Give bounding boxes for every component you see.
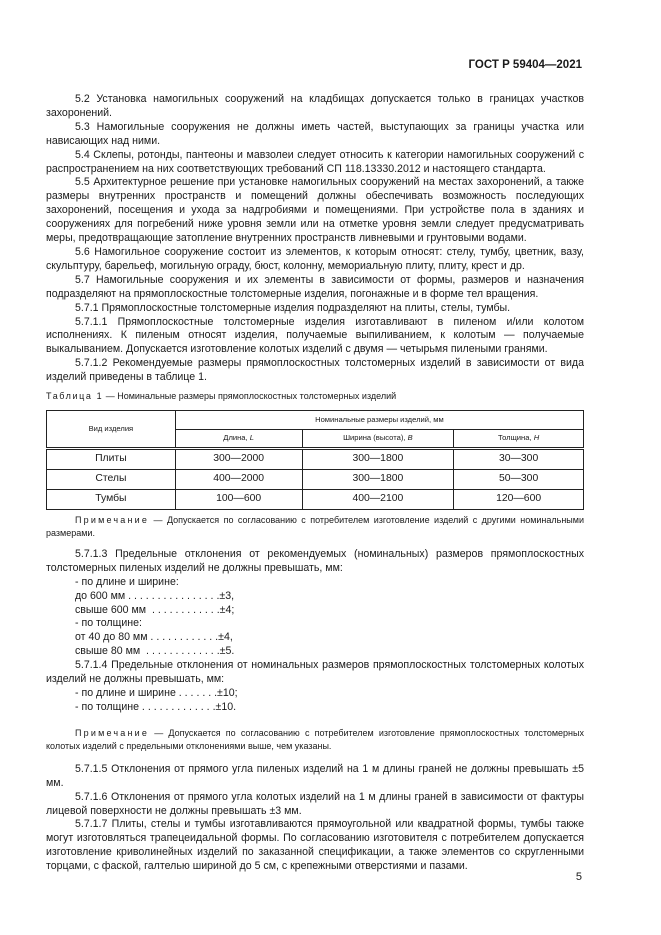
paragraph-5-4: 5.4 Склепы, ротонды, пантеоны и мавзолеи следует относить к категории намогильных сооружений с распространением на них соответствующих требований СП 118.13330.2012 и настоящего стандарта.: [46, 148, 584, 175]
paragraph-5-7-1-1: 5.7.1.1 Прямоплоскостные толстомерные изделия изготавливают в пиленом и/или колотом исполнениях. К пиленым относят изделия, получаемые выпиливанием, к колотым — получаемые выкалыванием. Допускается изготовление колотых изделий с двумя — четырьмя пилеными гранями.: [46, 315, 584, 356]
header-nominal-sizes: Номинальные размеры изделий, мм: [175, 410, 583, 429]
cell-thickness: 50—300: [454, 469, 584, 489]
tolerance-line: свыше 600 мм . . . . . . . . . . . .±4;: [75, 603, 235, 616]
nominal-sizes-table: [46, 410, 584, 510]
paragraph-5-7-1-7: 5.7.1.7 Плиты, стелы и тумбы изготавливаются прямоугольной или квадратной формы, тумбы также могут изготовляться трапецеидальной формы. По согласованию изготовителя с потребителем допускается изготовление криволинейных изделий по заказанной спецификации, а также элементов со скругленными торцами, с фаской, галтелью шириной до 5 см, с крепежными отверстиями и пазами.: [46, 818, 584, 873]
tolerance-line: - по толщине . . . . . . . . . . . . .±10.: [75, 700, 237, 713]
header-width: [302, 429, 454, 448]
table-row: [47, 469, 584, 489]
tolerance-line: - по длине и ширине:: [75, 575, 179, 588]
header-length: [175, 429, 302, 448]
paragraph-5-5: 5.5 Архитектурное решение при установке намогильных сооружений на местах захоронений, а также размеры внутренних пространств и помещений должны обеспечивать возможность последующих захоронений, посещения и ухода за надгробиями и помещениями. При устройстве пола в зданиях и сооружениях для погребений ниже уровня земли или на отметке уровня земли следует предусматривать меры, предотвращающие затопление внутренних пространств ливневыми и грунтовыми водами.: [46, 176, 584, 245]
paragraph-5-7-1-2: 5.7.1.2 Рекомендуемые размеры прямоплоскостных толстомерных изделий в зависимости от вида изделий приведены в таблице 1.: [46, 357, 584, 384]
spacer: [46, 715, 584, 723]
tolerance-line: - по толщине:: [75, 617, 142, 630]
tolerance-note: [46, 727, 584, 753]
header-item-type: Вид изделия: [47, 410, 176, 448]
table-caption-label: Таблица 1: [46, 391, 104, 402]
tolerance-line: от 40 до 80 мм . . . . . . . . . . . .±4,: [75, 631, 233, 644]
paragraph-5-6: 5.6 Намогильное сооружение состоит из элементов, к которым относят: стелу, тумбу, цветник, вазу, скульптуру, барельеф, могильную ограду, бюст, колонну, мемориальную плиту, плиту, крест и др.: [46, 245, 584, 272]
paragraph-5-7-1-6: 5.7.1.6 Отклонения от прямого угла колотых изделий на 1 м длины граней в зависимости от фактуры лицевой поверхности не должны превышать ±3 мм.: [46, 790, 584, 817]
table-row: [47, 448, 584, 469]
note-label: Примечание: [75, 727, 150, 738]
paragraph-5-7-1-5: 5.7.1.5 Отклонения от прямого угла пиленых изделий на 1 м длины граней не должны превышать ±5 мм.: [46, 762, 584, 789]
header-thickness-label: Толщина,: [498, 433, 534, 443]
cell-width: 300—1800: [302, 448, 454, 469]
paragraph-5-2: 5.2 Установка намогильных сооружений на кладбищах допускается только в границах участков захоронений.: [46, 93, 584, 119]
standard-code: ГОСТ Р 59404—2021: [468, 59, 582, 71]
cell-thickness: 120—600: [454, 489, 584, 509]
paragraph-5-7: 5.7 Намогильные сооружения и их элементы в зависимости от формы, размеров и назначения подразделяют на прямоплоскостные толстомерные изделия, погонажные и в форме тел вращения.: [46, 273, 584, 300]
paragraph-5-7-1-3: 5.7.1.3 Предельные отклонения от рекомендуемых (номинальных) размеров прямоплоскостных толстомерных пиленых изделий не должны превышать, мм:: [46, 547, 584, 574]
cell-thickness: 30—300: [454, 448, 584, 469]
table-caption-text: — Номинальные размеры прямоплоскостных толстомерных изделий: [103, 391, 397, 402]
table-caption: [46, 390, 584, 404]
cell-item: Стелы: [47, 469, 176, 489]
document-body: [46, 93, 584, 874]
spacer: [46, 540, 584, 548]
cell-length: 400—2000: [175, 469, 302, 489]
paragraph-5-7-1-4: 5.7.1.4 Предельные отклонения от номинальных размеров прямоплоскостных толстомерных колотых изделий не должны превышать, мм:: [46, 659, 584, 686]
cell-item: Тумбы: [47, 489, 176, 509]
note-label: Примечание: [75, 514, 150, 525]
spacer: [46, 753, 584, 763]
cell-length: 100—600: [175, 489, 302, 509]
table-header-row-1: [47, 410, 584, 429]
header-thickness-symbol: H: [533, 433, 540, 443]
paragraph-5-7-1: 5.7.1 Прямоплоскостные толстомерные изделия подразделяют на плиты, стелы, тумбы.: [75, 301, 511, 314]
cell-length: 300—2000: [175, 448, 302, 469]
note-text: — Допускается по согласованию с потребителем изготовление изделий с другими номинальными размерами.: [46, 514, 584, 538]
tolerance-line: свыше 80 мм . . . . . . . . . . . . .±5.: [75, 645, 235, 658]
cell-width: 300—1800: [302, 469, 454, 489]
header-thickness: [454, 429, 584, 448]
table-note: [46, 514, 584, 540]
header-length-label: Длина,: [223, 433, 250, 443]
tolerance-line: - по длине и ширине . . . . . . .±10;: [75, 687, 238, 699]
cell-item: Плиты: [47, 448, 176, 469]
note-text: — Допускается по согласованию с потребителем изготовление прямоплоскостных толстомерных колотых изделий с предельными отклонениями выше, чем указаны.: [46, 727, 584, 751]
tolerance-line: до 600 мм . . . . . . . . . . . . . . . .±3,: [75, 589, 235, 602]
header-width-symbol: B: [407, 433, 413, 443]
page-number: 5: [575, 871, 582, 883]
header-width-label: Ширина (высота),: [343, 433, 408, 443]
header-length-symbol: L: [249, 433, 254, 443]
paragraph-5-3: 5.3 Намогильные сооружения не должны иметь частей, выступающих за границы участка или нависающих над ними.: [46, 120, 584, 147]
cell-width: 400—2100: [302, 489, 454, 509]
table-row: [47, 489, 584, 509]
